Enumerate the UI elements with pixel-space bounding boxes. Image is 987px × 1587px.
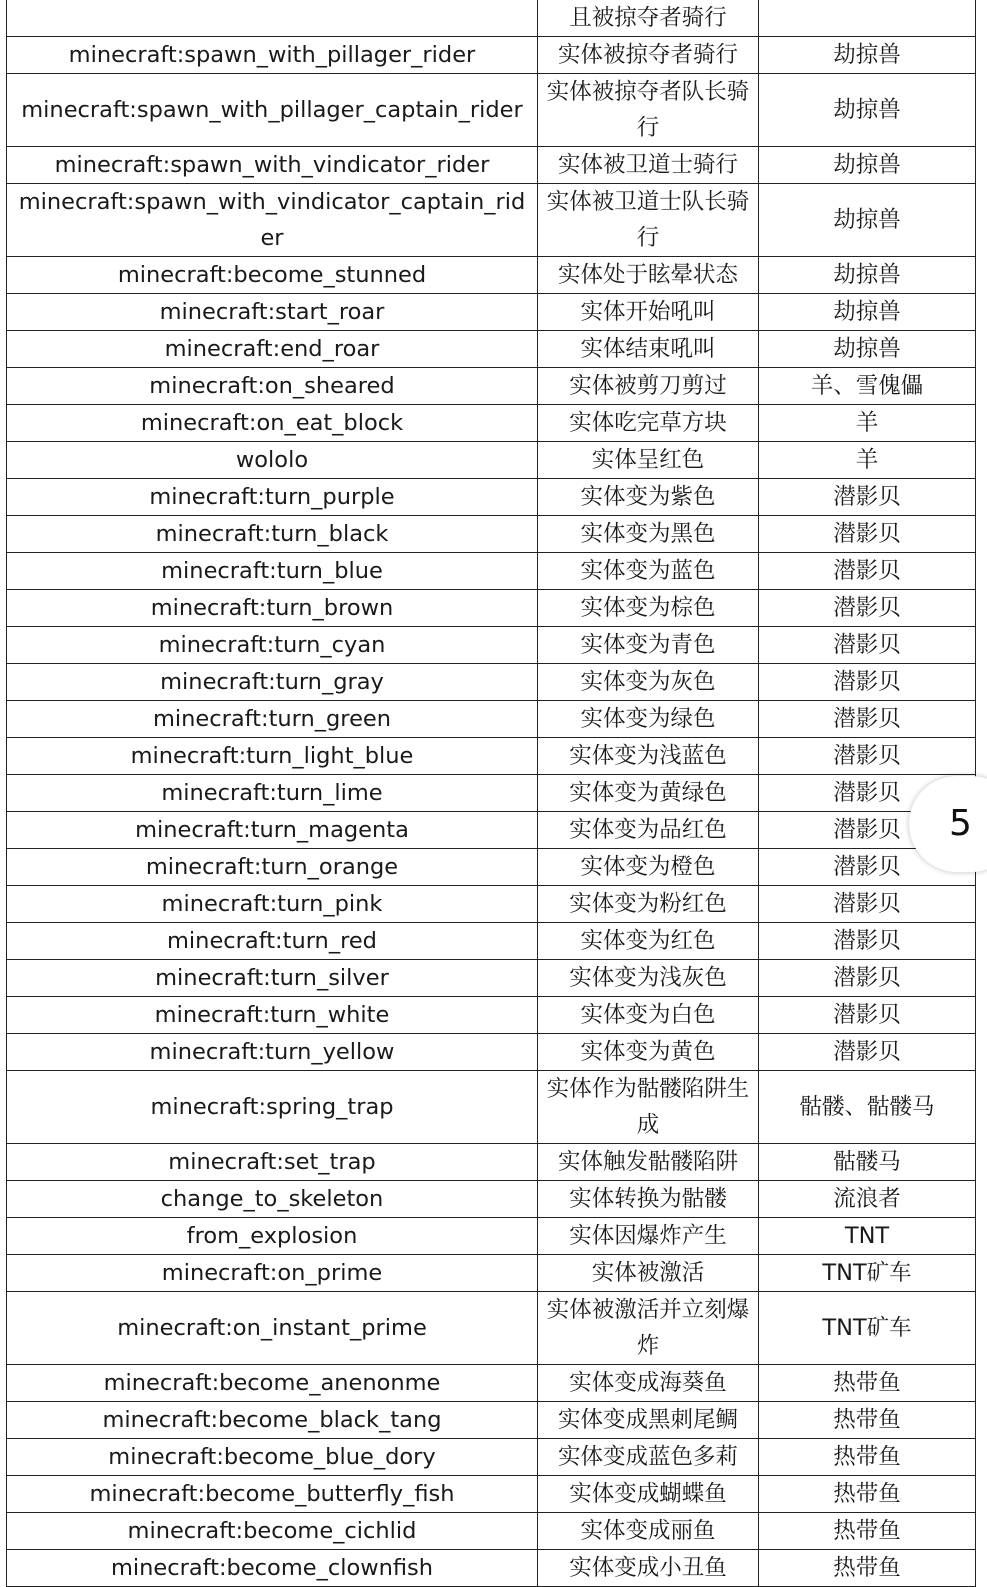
entity-cell: 劫掠兽 (759, 257, 976, 294)
description-cell: 实体变为黄色 (538, 1034, 759, 1071)
description-cell: 实体被掠夺者骑行 (538, 37, 759, 74)
description-cell: 实体被激活 (538, 1255, 759, 1292)
table-row (7, 1255, 976, 1292)
entity-cell: 劫掠兽 (759, 331, 976, 368)
table-row (7, 442, 976, 479)
table-row (7, 590, 976, 627)
table-row (7, 1034, 976, 1071)
description-cell: 实体变为橙色 (538, 849, 759, 886)
table-row (7, 1071, 976, 1144)
table-row (7, 516, 976, 553)
table-row (7, 1550, 976, 1587)
event-cell: minecraft:turn_red (7, 923, 538, 960)
table-row (7, 775, 976, 812)
event-cell: minecraft:turn_purple (7, 479, 538, 516)
entity-cell: 潜影贝 (759, 812, 976, 849)
description-cell: 实体被掠夺者队长骑行 (538, 74, 759, 147)
description-cell: 实体开始吼叫 (538, 294, 759, 331)
entity-cell: 劫掠兽 (759, 74, 976, 147)
table-row (7, 701, 976, 738)
description-cell: 实体变为红色 (538, 923, 759, 960)
description-cell: 实体呈红色 (538, 442, 759, 479)
event-cell: minecraft:turn_orange (7, 849, 538, 886)
table-row (7, 997, 976, 1034)
entity-cell: 潜影贝 (759, 664, 976, 701)
event-cell: minecraft:start_roar (7, 294, 538, 331)
entity-cell: TNT矿车 (759, 1292, 976, 1365)
event-cell: minecraft:turn_green (7, 701, 538, 738)
description-cell: 实体变为浅蓝色 (538, 738, 759, 775)
event-cell: minecraft:turn_brown (7, 590, 538, 627)
entity-cell: 潜影贝 (759, 923, 976, 960)
event-cell: minecraft:spawn_with_pillager_rider (7, 37, 538, 74)
table-row (7, 405, 976, 442)
table-row (7, 1144, 976, 1181)
table-row (7, 1365, 976, 1402)
description-cell: 实体因爆炸产生 (538, 1218, 759, 1255)
description-cell: 实体被剪刀剪过 (538, 368, 759, 405)
description-cell: 实体变为浅灰色 (538, 960, 759, 997)
table-row (7, 74, 976, 147)
entity-cell: 劫掠兽 (759, 294, 976, 331)
table-row (7, 184, 976, 257)
event-cell: minecraft:become_clownfish (7, 1550, 538, 1587)
event-cell: minecraft:turn_yellow (7, 1034, 538, 1071)
table-row (7, 1402, 976, 1439)
event-cell: minecraft:spawn_with_pillager_captain_rider (7, 74, 538, 147)
table-row (7, 368, 976, 405)
entity-cell (759, 0, 976, 37)
table-row (7, 886, 976, 923)
entity-cell: 潜影贝 (759, 479, 976, 516)
event-cell: minecraft:become_black_tang (7, 1402, 538, 1439)
entity-cell: 热带鱼 (759, 1365, 976, 1402)
description-cell: 实体变成黑刺尾鲷 (538, 1402, 759, 1439)
description-cell: 实体转换为骷髅 (538, 1181, 759, 1218)
description-cell: 实体变为粉红色 (538, 886, 759, 923)
description-cell: 实体结束吼叫 (538, 331, 759, 368)
event-cell: minecraft:turn_white (7, 997, 538, 1034)
event-cell: minecraft:turn_magenta (7, 812, 538, 849)
description-cell: 实体变成丽鱼 (538, 1513, 759, 1550)
description-cell: 实体变为灰色 (538, 664, 759, 701)
event-cell: minecraft:turn_cyan (7, 627, 538, 664)
event-cell: minecraft:spawn_with_vindicator_rider (7, 147, 538, 184)
table-row (7, 257, 976, 294)
entity-cell: 潜影贝 (759, 1034, 976, 1071)
entity-cell: 潜影贝 (759, 590, 976, 627)
description-cell: 实体变成蓝色多莉 (538, 1439, 759, 1476)
event-cell: minecraft:on_instant_prime (7, 1292, 538, 1365)
table-row (7, 738, 976, 775)
event-cell: minecraft:become_cichlid (7, 1513, 538, 1550)
table-row (7, 849, 976, 886)
event-cell: minecraft:turn_silver (7, 960, 538, 997)
entity-cell: 热带鱼 (759, 1513, 976, 1550)
entity-cell: TNT (759, 1218, 976, 1255)
description-cell: 实体处于眩晕状态 (538, 257, 759, 294)
entity-cell: 潜影贝 (759, 627, 976, 664)
event-cell: change_to_skeleton (7, 1181, 538, 1218)
entity-cell: 劫掠兽 (759, 37, 976, 74)
event-cell (7, 0, 538, 37)
table-row (7, 1476, 976, 1513)
entity-cell: 骷髅马 (759, 1144, 976, 1181)
entity-cell: 热带鱼 (759, 1439, 976, 1476)
entity-cell: 潜影贝 (759, 849, 976, 886)
event-cell: minecraft:turn_pink (7, 886, 538, 923)
event-cell: wololo (7, 442, 538, 479)
description-cell: 实体变成蝴蝶鱼 (538, 1476, 759, 1513)
table-row (7, 479, 976, 516)
table-row (7, 1181, 976, 1218)
entity-cell: 潜影贝 (759, 886, 976, 923)
description-cell: 实体变成小丑鱼 (538, 1550, 759, 1587)
event-cell: minecraft:turn_gray (7, 664, 538, 701)
event-table (6, 0, 976, 1587)
table-row (7, 627, 976, 664)
entity-cell: 流浪者 (759, 1181, 976, 1218)
table-row (7, 294, 976, 331)
description-cell: 实体变为黄绿色 (538, 775, 759, 812)
table-row (7, 331, 976, 368)
table-row (7, 1292, 976, 1365)
table-row (7, 147, 976, 184)
entity-cell: 潜影贝 (759, 775, 976, 812)
entity-cell: TNT矿车 (759, 1255, 976, 1292)
event-cell: minecraft:turn_light_blue (7, 738, 538, 775)
description-cell: 实体变为绿色 (538, 701, 759, 738)
event-cell: minecraft:set_trap (7, 1144, 538, 1181)
entity-cell: 热带鱼 (759, 1402, 976, 1439)
description-cell: 实体被卫道士骑行 (538, 147, 759, 184)
table-row (7, 0, 976, 37)
description-cell: 实体变为黑色 (538, 516, 759, 553)
entity-cell: 热带鱼 (759, 1476, 976, 1513)
entity-cell: 热带鱼 (759, 1550, 976, 1587)
entity-cell: 潜影贝 (759, 960, 976, 997)
description-cell: 实体吃完草方块 (538, 405, 759, 442)
entity-cell: 羊 (759, 442, 976, 479)
event-cell: minecraft:turn_black (7, 516, 538, 553)
entity-cell: 潜影贝 (759, 553, 976, 590)
event-cell: minecraft:become_blue_dory (7, 1439, 538, 1476)
description-cell: 实体变为青色 (538, 627, 759, 664)
table-row (7, 812, 976, 849)
description-cell: 实体变成海葵鱼 (538, 1365, 759, 1402)
table-row (7, 960, 976, 997)
event-cell: from_explosion (7, 1218, 538, 1255)
description-cell: 且被掠夺者骑行 (538, 0, 759, 37)
description-cell: 实体变为白色 (538, 997, 759, 1034)
event-cell: minecraft:on_sheared (7, 368, 538, 405)
event-cell: minecraft:spawn_with_vindicator_captain_rider (7, 184, 538, 257)
description-cell: 实体变为蓝色 (538, 553, 759, 590)
description-cell: 实体变为棕色 (538, 590, 759, 627)
entity-cell: 劫掠兽 (759, 184, 976, 257)
table-row (7, 923, 976, 960)
description-cell: 实体被激活并立刻爆炸 (538, 1292, 759, 1365)
entity-cell: 羊 (759, 405, 976, 442)
entity-cell: 潜影贝 (759, 701, 976, 738)
event-cell: minecraft:spring_trap (7, 1071, 538, 1144)
description-cell: 实体被卫道士队长骑行 (538, 184, 759, 257)
event-cell: minecraft:on_prime (7, 1255, 538, 1292)
entity-cell: 劫掠兽 (759, 147, 976, 184)
event-cell: minecraft:become_anenonme (7, 1365, 538, 1402)
entity-cell: 骷髅、骷髅马 (759, 1071, 976, 1144)
event-cell: minecraft:become_stunned (7, 257, 538, 294)
entity-cell: 潜影贝 (759, 516, 976, 553)
table-row (7, 553, 976, 590)
table-row (7, 1439, 976, 1476)
event-cell: minecraft:turn_blue (7, 553, 538, 590)
page-number: 5 (949, 803, 972, 844)
table-row (7, 664, 976, 701)
table-row (7, 1218, 976, 1255)
event-cell: minecraft:turn_lime (7, 775, 538, 812)
description-cell: 实体作为骷髅陷阱生成 (538, 1071, 759, 1144)
event-cell: minecraft:become_butterfly_fish (7, 1476, 538, 1513)
entity-cell: 潜影贝 (759, 738, 976, 775)
description-cell: 实体变为品红色 (538, 812, 759, 849)
table-row (7, 1513, 976, 1550)
description-cell: 实体触发骷髅陷阱 (538, 1144, 759, 1181)
entity-cell: 羊、雪傀儡 (759, 368, 976, 405)
event-cell: minecraft:on_eat_block (7, 405, 538, 442)
event-cell: minecraft:end_roar (7, 331, 538, 368)
table-row (7, 37, 976, 74)
description-cell: 实体变为紫色 (538, 479, 759, 516)
entity-cell: 潜影贝 (759, 997, 976, 1034)
